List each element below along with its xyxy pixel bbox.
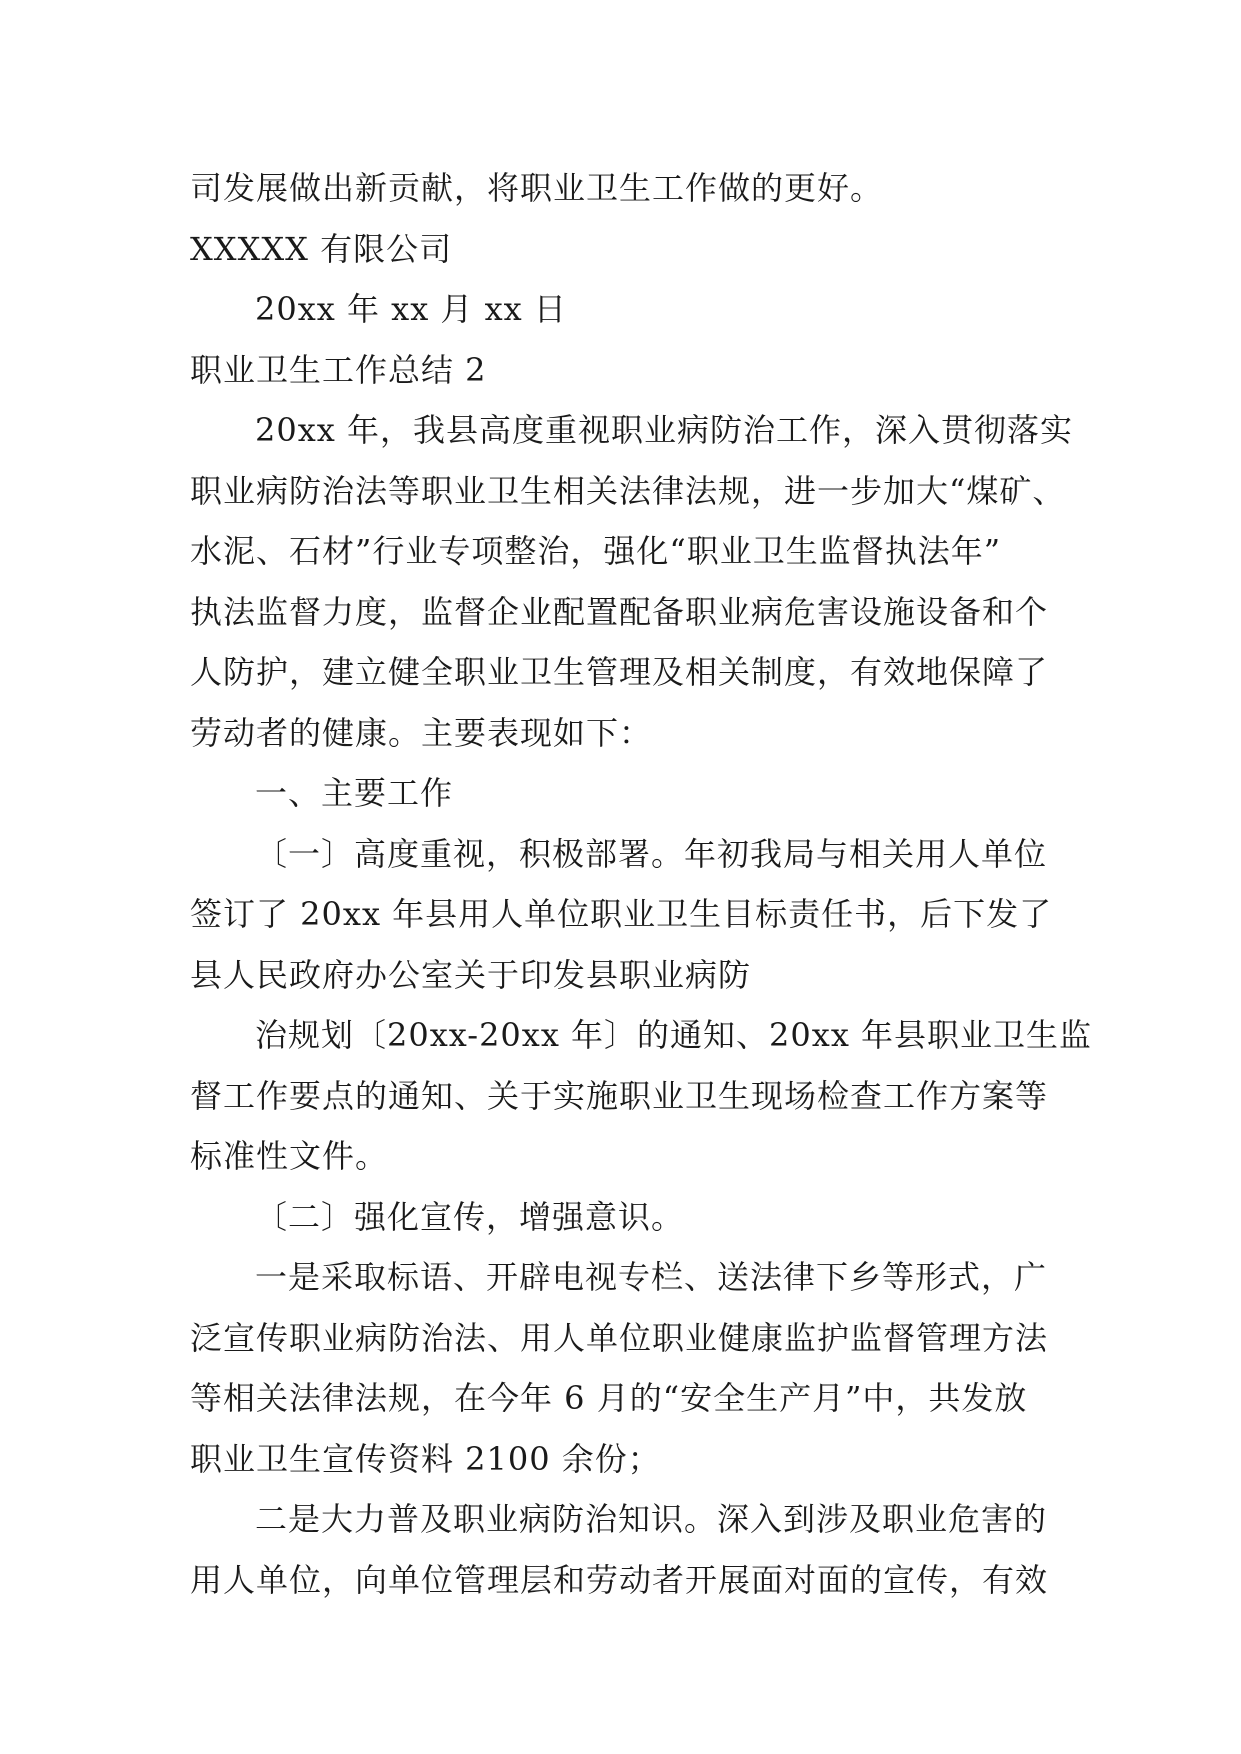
paragraph-line: 执法监督力度，监督企业配置配备职业病危害设施设备和个: [190, 592, 1049, 631]
paragraph-line: 签订了 20xx 年县用人单位职业卫生目标责任书，后下发了: [190, 895, 1053, 933]
date-line: 20xx 年 xx 月 xx 日: [255, 290, 567, 328]
paragraph-line: 泛宣传职业病防治法、用人单位职业健康监护监督管理方法: [190, 1318, 1049, 1357]
document-body: [190, 158, 1093, 1610]
paragraph-line: 职业病防治法等职业卫生相关法律法规，进一步加大“煤矿、: [190, 471, 1066, 510]
paragraph-line: 标准性文件。: [190, 1137, 389, 1175]
paragraph-line: 水泥、石材”行业专项整治，强化“职业卫生监督执法年”: [190, 532, 1002, 570]
section-title: 职业卫生工作总结 2: [190, 350, 487, 389]
paragraph-line: 二是大力普及职业病防治知识。深入到涉及职业危害的: [255, 1500, 1048, 1538]
paragraph-line: 用人单位，向单位管理层和劳动者开展面对面的宣传，有效: [190, 1560, 1049, 1599]
paragraph-line: 20xx 年，我县高度重视职业病防治工作，深入贯彻落实: [255, 411, 1073, 449]
body-line-1: 司发展做出新贡献，将职业卫生工作做的更好。: [190, 169, 884, 207]
paragraph-line: 职业卫生宣传资料 2100 余份；: [190, 1439, 661, 1478]
paragraph-line: 一是采取标语、开辟电视专栏、送法律下乡等形式，广: [255, 1258, 1048, 1296]
subheading-publicity: 〔二〕强化宣传，增强意识。: [255, 1197, 685, 1236]
heading-main-work: 一、主要工作: [255, 774, 454, 812]
paragraph-line: 等相关法律法规，在今年 6 月的“安全生产月”中，共发放: [190, 1379, 1028, 1417]
paragraph-line: 〔一〕高度重视，积极部署。年初我局与相关用人单位: [255, 834, 1048, 873]
company-name-line: XXXXX 有限公司: [190, 229, 453, 268]
paragraph-line: 劳动者的健康。主要表现如下：: [190, 713, 653, 752]
paragraph-line: 县人民政府办公室关于印发县职业病防: [190, 955, 752, 994]
paragraph-line: 治规划〔20xx-20xx 年〕的通知、20xx 年县职业卫生监: [255, 1016, 1093, 1054]
paragraph-line: 督工作要点的通知、关于实施职业卫生现场检查工作方案等: [190, 1076, 1049, 1115]
paragraph-line: 人防护，建立健全职业卫生管理及相关制度，有效地保障了: [190, 653, 1049, 691]
